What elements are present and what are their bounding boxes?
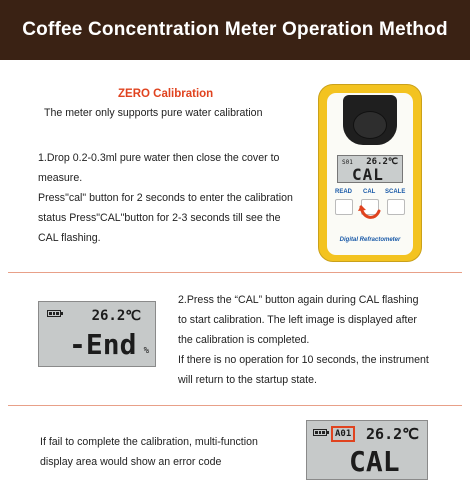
page-title: Coffee Concentration Meter Operation Method — [22, 19, 448, 40]
section1-line: 1.Drop 0.2-0.3ml pure water then close the cover to — [38, 152, 280, 164]
section2-line: If there is no operation for 10 seconds, the instrument — [178, 354, 429, 366]
device-lcd-temp: 26.2℃ — [366, 157, 398, 167]
refractometer-device — [318, 84, 422, 262]
device-brand: Digital Refractometer — [339, 237, 401, 243]
cal-button-label: CAL — [363, 189, 376, 195]
read-button[interactable] — [335, 199, 353, 215]
lcd-unit: % — [143, 346, 149, 356]
section-divider — [8, 272, 462, 273]
device-lcd-main: CAL — [352, 165, 384, 184]
lcd-error-display — [306, 420, 428, 480]
device-lcd — [337, 155, 403, 183]
sample-cover — [343, 95, 397, 145]
lcd-main: CAL — [349, 445, 400, 478]
device-face — [327, 93, 413, 255]
scale-button[interactable] — [387, 199, 405, 215]
section2-line: 2.Press the “CAL” button again during CAL flashing — [178, 294, 419, 306]
device-lcd-mode: S01 — [342, 159, 353, 166]
section1-line: status Press"CAL"button for 2-3 seconds till see the — [38, 212, 281, 224]
section-title-zero-calibration: ZERO Calibration — [118, 88, 214, 100]
section2-line: the calibration is completed. — [178, 334, 310, 346]
section1-line: Press"cal" button for 2 seconds to enter the calibration — [38, 192, 293, 204]
lcd-main: -End — [69, 328, 137, 361]
section3-line: If fail to complete the calibration, multi-function — [40, 436, 258, 448]
section3-line: display area would show an error code — [40, 456, 222, 468]
battery-icon — [47, 310, 61, 317]
section2-line: will return to the startup state. — [178, 374, 317, 386]
press-arrow-icon — [357, 203, 383, 225]
section1-intro: The meter only supports pure water calibration — [44, 107, 263, 119]
battery-icon — [313, 429, 327, 436]
error-code-box: A01 — [331, 426, 355, 442]
section-divider — [8, 405, 462, 406]
header-banner — [0, 0, 470, 60]
section1-line: measure. — [38, 172, 83, 184]
lcd-end-display — [38, 301, 156, 367]
section2-line: to start calibration. The left image is displayed after — [178, 314, 417, 326]
read-button-label: READ — [335, 189, 353, 195]
section1-line: CAL flashing. — [38, 232, 101, 244]
scale-button-label: SCALE — [385, 189, 406, 195]
lcd-temp: 26.2℃ — [366, 425, 419, 443]
lcd-temp: 26.2℃ — [91, 308, 141, 324]
